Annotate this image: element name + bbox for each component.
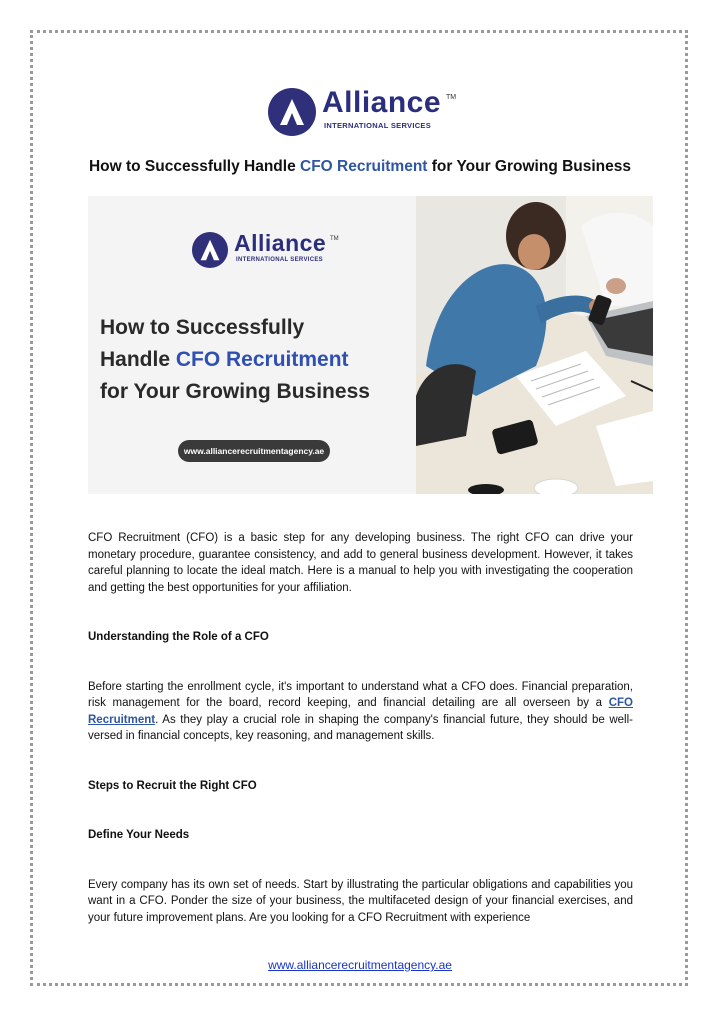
article-body — [88, 530, 633, 926]
logo-trademark: TM — [446, 94, 457, 101]
banner-line-3: for Your Growing Business — [100, 380, 370, 403]
needs-paragraph: Every company has its own set of needs. Start by illustrating the particular obligations and capabilities you want in a CFO. Ponder the size of your business, the multifaceted design of your financial exercises, and your future improvement plans. Are you looking for a CFO Recruitment with experience — [88, 878, 633, 924]
banner-line-2-highlight: CFO Recruitment — [175, 348, 349, 371]
intro-paragraph: CFO Recruitment (CFO) is a basic step for any developing business. The right CFO can drive your monetary procedure, guarantee consistency, and add to general business development. However, it takes careful planning to locate the ideal match. Here is a manual to help you with investigating the cooperation and getting the best opportunities for your affiliation. — [88, 532, 633, 594]
role-paragraph-after: . As they play a crucial role in shaping the company's financial future, they should be well-versed in financial concepts, key reasoning, and management skills. — [88, 713, 633, 742]
triangle-a-icon — [268, 88, 316, 136]
heading-role-of-cfo: Understanding the Role of a CFO — [88, 631, 269, 643]
title-highlight: CFO Recruitment — [300, 158, 428, 175]
heading-define-needs: Define Your Needs — [88, 829, 190, 841]
logo-subtitle: INTERNATIONAL SERVICES — [324, 121, 432, 130]
role-paragraph-before: Before starting the enrollment cycle, it's important to understand what a CFO does. Financial preparation, risk management for the board, record keeping, and financial detailing are all overseen by a — [88, 680, 633, 709]
banner-url-pill: www.alliancerecruitmentagency.ae — [178, 440, 330, 462]
banner-headline — [100, 312, 430, 408]
heading-steps: Steps to Recruit the Right CFO — [88, 779, 257, 792]
banner-line-2-before: Handle — [100, 348, 176, 371]
hero-banner — [88, 196, 653, 494]
page-title — [0, 158, 720, 176]
banner-logo-trademark: TM — [330, 236, 339, 242]
banner-logo-subtitle: INTERNATIONAL SERVICES — [236, 257, 323, 263]
banner-line-2 — [100, 344, 430, 376]
triangle-a-icon — [192, 232, 228, 268]
logo-name: Alliance — [322, 86, 442, 119]
footer-website-link[interactable]: www.alliancerecruitmentagency.ae — [268, 958, 452, 972]
title-after: for Your Growing Business — [427, 158, 632, 175]
role-paragraph — [88, 679, 633, 745]
banner-line-1: How to Successfully — [100, 316, 305, 339]
banner-logo — [192, 232, 342, 272]
cfo-recruitment-link[interactable]: CFO Recruitment — [88, 697, 633, 726]
company-logo — [268, 88, 458, 140]
office-photo — [416, 196, 653, 494]
title-before: How to Successfully Handle — [88, 158, 300, 175]
banner-logo-name: Alliance — [234, 230, 327, 256]
